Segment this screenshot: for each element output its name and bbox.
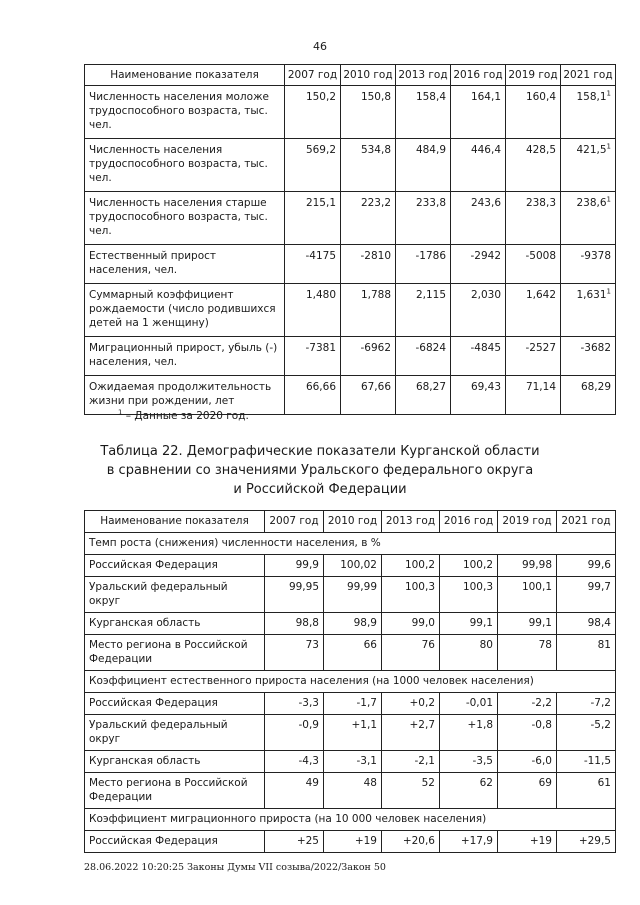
table-cell: +17,9 <box>440 831 498 853</box>
row-label: Численность населения трудоспособного возраста, тыс. чел. <box>85 139 285 192</box>
row-label: Численность населения моложе трудоспособного возраста, тыс. чел. <box>85 86 285 139</box>
table-cell <box>396 245 451 284</box>
table-cell: 100,2 <box>440 555 498 577</box>
table-row <box>85 751 616 773</box>
column-header: 2019 год <box>498 511 557 533</box>
table-cell <box>285 192 341 245</box>
table-cell <box>396 337 451 376</box>
table-cell: 100,1 <box>498 577 557 613</box>
cell-value: 233,8 <box>415 197 446 209</box>
cell-value: -6962 <box>360 342 391 354</box>
table-cell <box>506 376 561 415</box>
column-header: 2021 год <box>557 511 616 533</box>
table-cell <box>285 376 341 415</box>
cell-value: -1786 <box>415 250 446 262</box>
table-cell: 62 <box>440 773 498 809</box>
page-number: 46 <box>313 40 327 53</box>
section-title: Темп роста (снижения) численности населения, в % <box>85 533 616 555</box>
row-label: Естественный прирост населения, чел. <box>85 245 285 284</box>
section-row <box>85 809 616 831</box>
cell-value: 428,5 <box>525 144 556 156</box>
row-label: Место региона в Российской Федерации <box>85 773 265 809</box>
table-cell <box>506 284 561 337</box>
row-label: Уральский федеральный округ <box>85 577 265 613</box>
table-cell: 98,8 <box>265 613 324 635</box>
cell-value: -6824 <box>415 342 446 354</box>
table-cell: 100,2 <box>382 555 440 577</box>
cell-value: 158,4 <box>415 91 446 103</box>
table-cell: +29,5 <box>557 831 616 853</box>
table-row <box>85 284 616 337</box>
section-title: Коэффициент естественного прироста населения (на 1000 человек населения) <box>85 671 616 693</box>
footnote-mark: 1 <box>606 89 611 98</box>
table-cell: +2,7 <box>382 715 440 751</box>
footnote-text: – Данные за 2020 год. <box>122 410 249 422</box>
table-cell <box>451 337 506 376</box>
table-cell <box>285 284 341 337</box>
table-cell: -3,3 <box>265 693 324 715</box>
cell-value: 1,788 <box>360 289 391 301</box>
column-header: 2007 год <box>265 511 324 533</box>
cell-value: 243,6 <box>470 197 501 209</box>
table-cell: 66 <box>324 635 382 671</box>
table-row <box>85 831 616 853</box>
table-cell: +19 <box>498 831 557 853</box>
table-row <box>85 555 616 577</box>
table-cell <box>561 245 616 284</box>
cell-value: 150,2 <box>305 91 336 103</box>
table-cell <box>451 284 506 337</box>
table-cell <box>285 139 341 192</box>
table-cell: -2,2 <box>498 693 557 715</box>
table-cell: 99,6 <box>557 555 616 577</box>
table-cell: -3,5 <box>440 751 498 773</box>
column-header: 2013 год <box>382 511 440 533</box>
caption-line: в сравнении со значениями Уральского федерального округа <box>106 463 534 478</box>
table-cell: +20,6 <box>382 831 440 853</box>
table-cell <box>561 192 616 245</box>
table-cell: +0,2 <box>382 693 440 715</box>
table-cell <box>451 86 506 139</box>
table-cell <box>506 245 561 284</box>
table-cell <box>396 284 451 337</box>
table-cell: 99,7 <box>557 577 616 613</box>
table-cell: 99,98 <box>498 555 557 577</box>
cell-value: 1,642 <box>525 289 556 301</box>
cell-value: 238,3 <box>525 197 556 209</box>
cell-value: -5008 <box>525 250 556 262</box>
table-cell <box>451 192 506 245</box>
row-label: Суммарный коэффициент рождаемости (число родившихся детей на 1 женщину) <box>85 284 285 337</box>
row-label: Курганская область <box>85 751 265 773</box>
column-header: 2013 год <box>396 65 451 86</box>
table-cell <box>285 86 341 139</box>
table-cell <box>506 192 561 245</box>
cell-value: 446,4 <box>470 144 501 156</box>
table-cell: 76 <box>382 635 440 671</box>
cell-value: -2527 <box>525 342 556 354</box>
section-row <box>85 671 616 693</box>
table-cell: 99,0 <box>382 613 440 635</box>
table-cell <box>506 86 561 139</box>
column-header: Наименование показателя <box>85 511 265 533</box>
table-cell <box>396 192 451 245</box>
table-cell: 78 <box>498 635 557 671</box>
demographics-table-1 <box>84 64 616 415</box>
table-cell: 81 <box>557 635 616 671</box>
table-cell: -0,8 <box>498 715 557 751</box>
table-cell <box>341 284 396 337</box>
footnote-mark: 1 <box>606 195 611 204</box>
table-row <box>85 376 616 415</box>
cell-value: 534,8 <box>360 144 391 156</box>
cell-value: -7381 <box>305 342 336 354</box>
table-cell <box>285 245 341 284</box>
column-header: 2010 год <box>324 511 382 533</box>
cell-value: 158,1 <box>576 91 607 103</box>
table-row <box>85 773 616 809</box>
table-cell: 61 <box>557 773 616 809</box>
footnote-mark: 1 <box>118 408 123 417</box>
cell-value: 68,27 <box>415 381 446 393</box>
cell-value: -2810 <box>360 250 391 262</box>
cell-value: -2942 <box>470 250 501 262</box>
cell-value: -4845 <box>470 342 501 354</box>
table-cell: 99,9 <box>265 555 324 577</box>
table-cell <box>341 139 396 192</box>
row-label: Миграционный прирост, убыль (-) населения, чел. <box>85 337 285 376</box>
cell-value: 164,1 <box>470 91 501 103</box>
document-footer: 28.06.2022 10:20:25 Законы Думы VII созыва/2022/Закон 50 <box>84 862 386 873</box>
row-label: Численность населения старше трудоспособного возраста, тыс. чел. <box>85 192 285 245</box>
table-cell <box>341 245 396 284</box>
table-cell: 80 <box>440 635 498 671</box>
cell-value: 2,115 <box>415 289 446 301</box>
table-row <box>85 693 616 715</box>
table-cell <box>396 139 451 192</box>
table-row <box>85 86 616 139</box>
table-cell: -3,1 <box>324 751 382 773</box>
table-cell: -6,0 <box>498 751 557 773</box>
table-cell: -4,3 <box>265 751 324 773</box>
table-cell: 99,1 <box>440 613 498 635</box>
table-cell: +19 <box>324 831 382 853</box>
cell-value: 484,9 <box>415 144 446 156</box>
table-cell: 100,3 <box>382 577 440 613</box>
cell-value: 421,5 <box>576 144 607 156</box>
demographics-table-2 <box>84 510 616 853</box>
table-cell <box>451 139 506 192</box>
row-label: Курганская область <box>85 613 265 635</box>
table-cell <box>451 376 506 415</box>
caption-line: Таблица 22. Демографические показатели Курганской области <box>100 444 540 459</box>
table-row <box>85 577 616 613</box>
column-header: 2021 год <box>561 65 616 86</box>
column-header: 2016 год <box>451 65 506 86</box>
cell-value: 68,29 <box>580 381 611 393</box>
section-row <box>85 533 616 555</box>
table-row <box>85 613 616 635</box>
cell-value: 67,66 <box>360 381 391 393</box>
cell-value: 66,66 <box>305 381 336 393</box>
cell-value: 238,6 <box>576 197 607 209</box>
row-label: Уральский федеральный округ <box>85 715 265 751</box>
table-cell <box>561 376 616 415</box>
column-header: 2019 год <box>506 65 561 86</box>
table-cell: 100,3 <box>440 577 498 613</box>
table-cell <box>561 284 616 337</box>
table-cell <box>506 139 561 192</box>
table-cell <box>396 86 451 139</box>
table-cell: -0,01 <box>440 693 498 715</box>
table-cell: 100,02 <box>324 555 382 577</box>
table-cell: -2,1 <box>382 751 440 773</box>
row-label: Российская Федерация <box>85 693 265 715</box>
table-cell <box>561 337 616 376</box>
table-cell: -11,5 <box>557 751 616 773</box>
footnote-mark: 1 <box>606 287 611 296</box>
table-cell: 99,1 <box>498 613 557 635</box>
cell-value: 223,2 <box>360 197 391 209</box>
table-cell: -7,2 <box>557 693 616 715</box>
cell-value: 569,2 <box>305 144 336 156</box>
table-cell: 99,95 <box>265 577 324 613</box>
table-cell: 98,9 <box>324 613 382 635</box>
table-cell <box>341 192 396 245</box>
cell-value: 69,43 <box>470 381 501 393</box>
column-header: 2010 год <box>341 65 396 86</box>
table-row <box>85 635 616 671</box>
table-cell: 98,4 <box>557 613 616 635</box>
row-label: Российская Федерация <box>85 555 265 577</box>
table-cell <box>506 337 561 376</box>
table-cell <box>396 376 451 415</box>
table-cell <box>341 337 396 376</box>
cell-value: 215,1 <box>305 197 336 209</box>
table-header-row <box>85 511 616 533</box>
row-label: Место региона в Российской Федерации <box>85 635 265 671</box>
column-header: 2016 год <box>440 511 498 533</box>
footnote-mark: 1 <box>606 142 611 151</box>
column-header: Наименование показателя <box>85 65 285 86</box>
table-cell: -5,2 <box>557 715 616 751</box>
table-cell: 49 <box>265 773 324 809</box>
cell-value: 1,631 <box>576 289 607 301</box>
cell-value: -3682 <box>580 342 611 354</box>
table-row <box>85 337 616 376</box>
cell-value: -4175 <box>305 250 336 262</box>
cell-value: 2,030 <box>470 289 501 301</box>
table-cell: -0,9 <box>265 715 324 751</box>
table-cell: +25 <box>265 831 324 853</box>
column-header: 2007 год <box>285 65 341 86</box>
cell-value: -9378 <box>580 250 611 262</box>
table-row <box>85 139 616 192</box>
table-cell: +1,8 <box>440 715 498 751</box>
table-caption <box>0 442 640 499</box>
table-row <box>85 715 616 751</box>
section-title: Коэффициент миграционного прироста (на 10 000 человек населения) <box>85 809 616 831</box>
table-cell <box>561 86 616 139</box>
table-cell: 99,99 <box>324 577 382 613</box>
table-header-row <box>85 65 616 86</box>
row-label: Ожидаемая продолжительность жизни при рождении, лет <box>85 376 285 415</box>
cell-value: 71,14 <box>525 381 556 393</box>
table-cell <box>451 245 506 284</box>
table-cell: +1,1 <box>324 715 382 751</box>
cell-value: 160,4 <box>525 91 556 103</box>
row-label: Российская Федерация <box>85 831 265 853</box>
table-row <box>85 245 616 284</box>
cell-value: 1,480 <box>305 289 336 301</box>
table-cell: 69 <box>498 773 557 809</box>
table-cell: -1,7 <box>324 693 382 715</box>
table-cell <box>561 139 616 192</box>
caption-line: и Российской Федерации <box>233 482 407 497</box>
table-cell <box>285 337 341 376</box>
table-row <box>85 192 616 245</box>
footnote <box>118 410 249 422</box>
table-cell: 73 <box>265 635 324 671</box>
table-cell <box>341 376 396 415</box>
table-cell: 48 <box>324 773 382 809</box>
table-cell: 52 <box>382 773 440 809</box>
table-cell <box>341 86 396 139</box>
cell-value: 150,8 <box>360 91 391 103</box>
